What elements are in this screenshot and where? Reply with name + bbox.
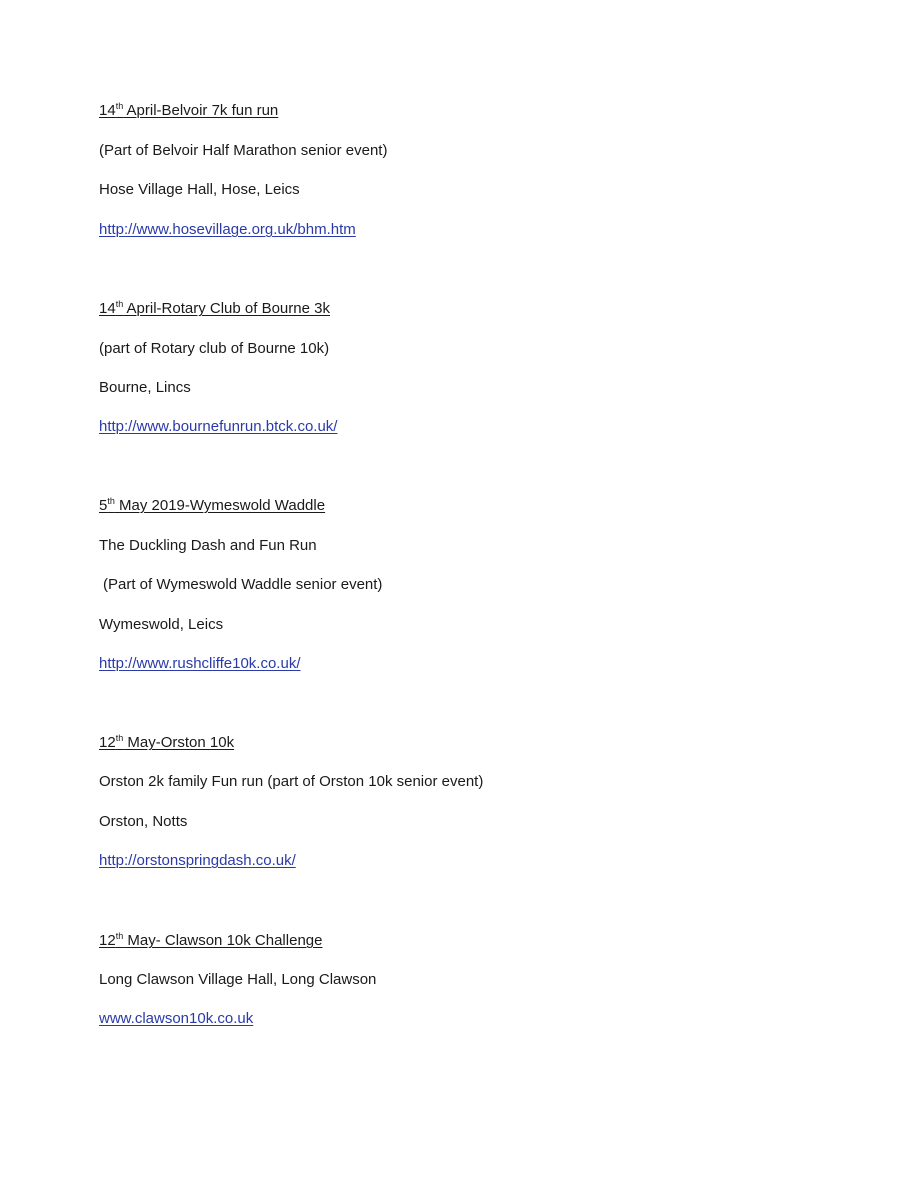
event-location: Hose Village Hall, Hose, Leics <box>99 181 300 198</box>
event-location: Orston, Notts <box>99 813 188 830</box>
event-location: Long Clawson Village Hall, Long Clawson <box>99 971 377 988</box>
event-heading: 14th April-Rotary Club of Bourne 3k <box>99 299 330 317</box>
event-link[interactable]: www.clawson10k.co.uk <box>99 1010 254 1027</box>
event-detail: (part of Rotary club of Bourne 10k) <box>99 340 330 357</box>
event-heading: 14th April-Belvoir 7k fun run <box>99 101 279 119</box>
event-link[interactable]: http://www.hosevillage.org.uk/bhm.htm <box>99 221 356 238</box>
event-detail: The Duckling Dash and Fun Run <box>99 537 317 554</box>
event-heading: 12th May- Clawson 10k Challenge <box>99 931 323 949</box>
event-location: Wymeswold, Leics <box>99 616 224 633</box>
event-link[interactable]: http://orstonspringdash.co.uk/ <box>99 852 296 869</box>
event-detail: (Part of Belvoir Half Marathon senior event) <box>99 142 388 159</box>
event-heading: 5th May 2019-Wymeswold Waddle <box>99 496 326 514</box>
event-link[interactable]: http://www.bournefunrun.btck.co.uk/ <box>99 418 338 435</box>
event-detail: (Part of Wymeswold Waddle senior event) <box>103 576 383 593</box>
event-heading: 12th May-Orston 10k <box>99 733 235 751</box>
event-detail: Orston 2k family Fun run (part of Orston 10k senior event) <box>99 773 484 790</box>
event-location: Bourne, Lincs <box>99 379 191 396</box>
event-link[interactable]: http://www.rushcliffe10k.co.uk/ <box>99 655 301 672</box>
